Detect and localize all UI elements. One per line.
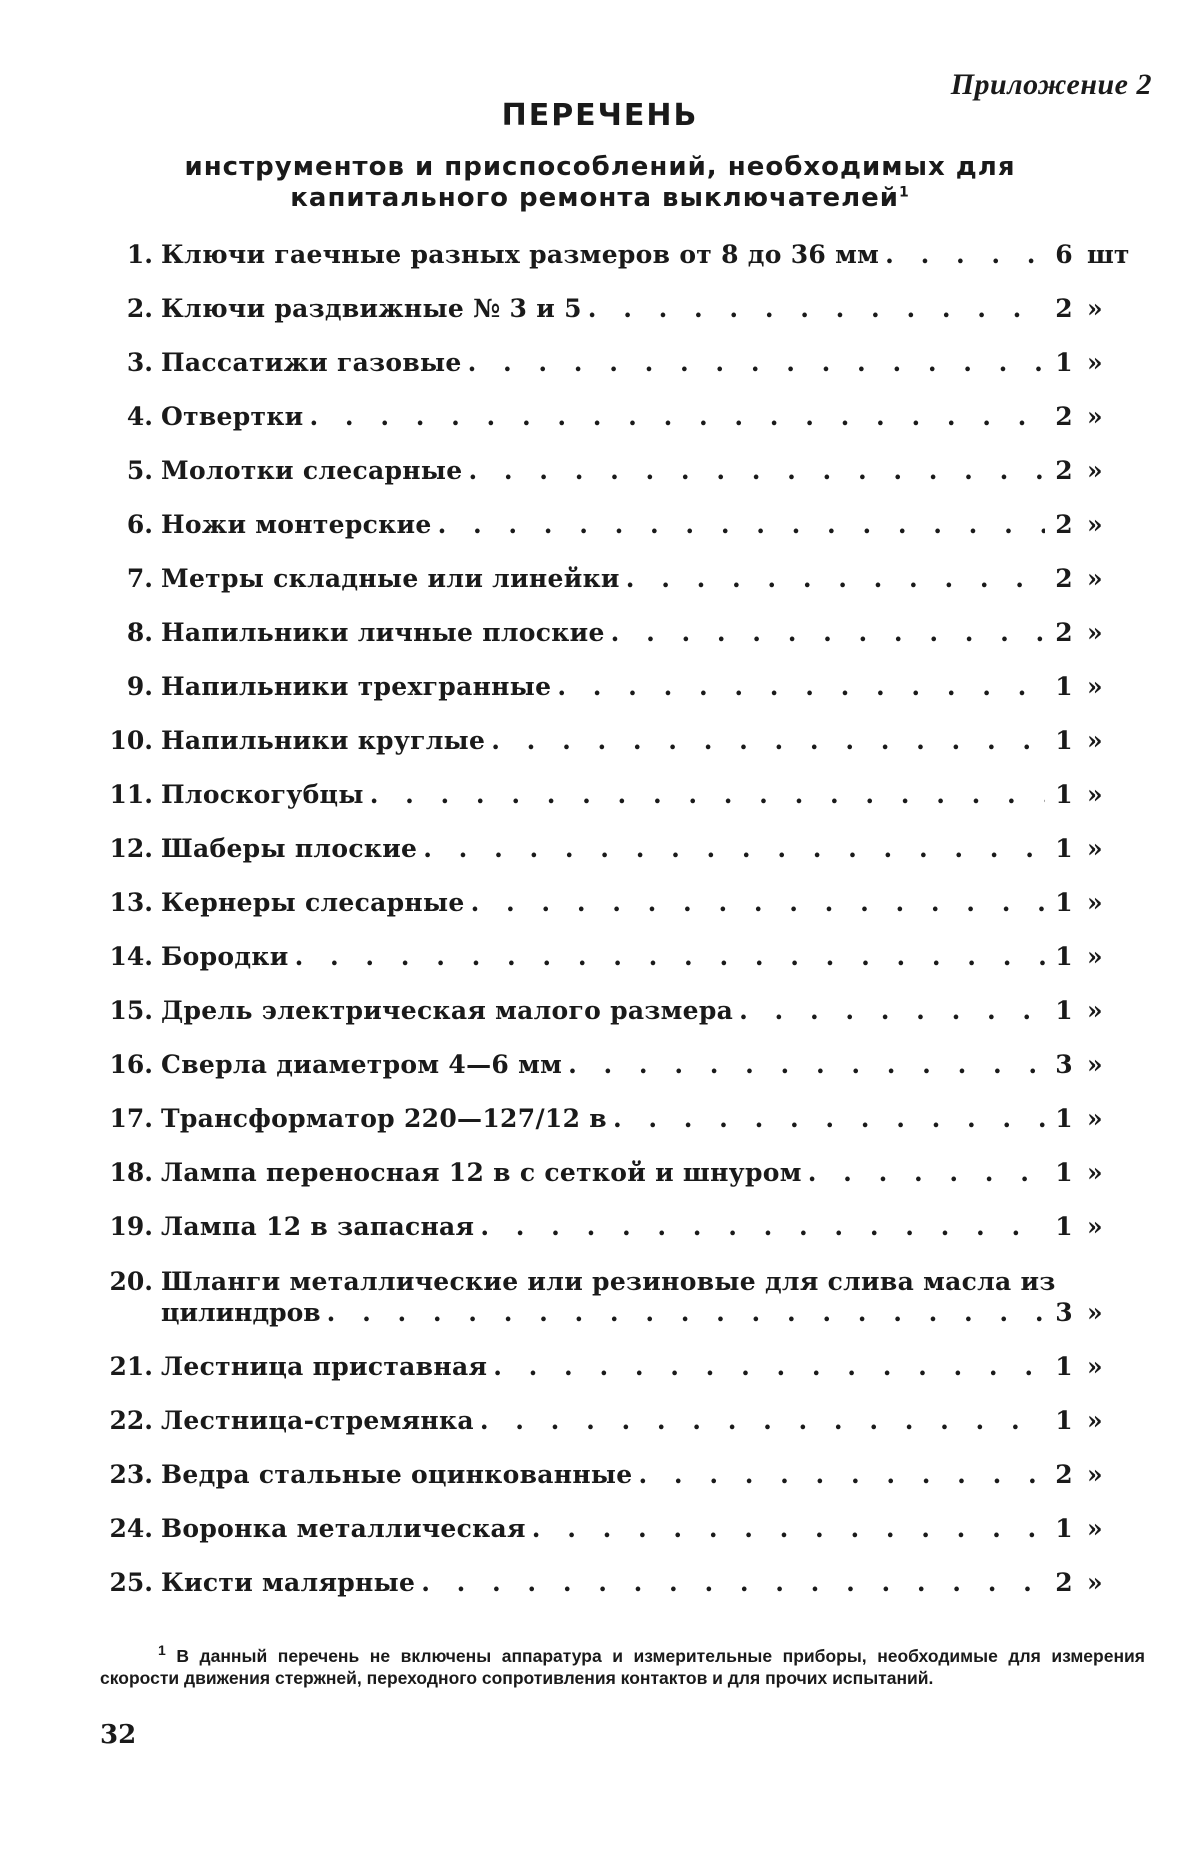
dot-leader [295,942,1045,971]
list-item [95,996,1145,1050]
dot-leader [885,240,1045,269]
item-text: Трансформатор 220—127/12 в [161,1104,607,1133]
item-quantity: 1 [1055,1514,1073,1543]
list-item [95,834,1145,888]
dot-leader [491,726,1045,755]
item-text: Воронка металлическая [161,1514,526,1543]
item-quantity: 1 [1055,1406,1073,1435]
item-text: Напильники круглые [161,726,486,755]
item-body [161,1266,1145,1327]
dot-leader [639,1460,1045,1489]
item-body [161,564,1145,593]
item-body [161,402,1145,431]
item-text: Отвертки [161,402,304,431]
item-text: Ключи гаечные разных размеров от 8 до 36 мм [161,240,880,269]
item-body [161,1050,1145,1079]
item-body [161,1212,1145,1241]
item-quantity: 2 [1055,294,1073,323]
item-body [161,726,1145,755]
item-number: 4. [126,402,153,431]
item-quantity: 1 [1055,1212,1073,1241]
item-number: 5. [126,456,153,485]
item-body [161,240,1145,269]
item-text: Шланги металлические или резиновые для слива масла из [161,1267,1056,1296]
item-quantity: 1 [1055,834,1073,863]
item-unit: » [1087,1158,1103,1187]
item-number: 16. [109,1050,153,1079]
item-body [161,348,1145,377]
item-unit: » [1087,1514,1103,1543]
item-quantity: 2 [1055,510,1073,539]
item-text: Сверла диаметром 4—6 мм [161,1050,563,1079]
item-number: 20. [109,1267,153,1296]
item-body [161,456,1145,485]
dot-leader [532,1514,1045,1543]
list-item [95,942,1145,996]
list-item [95,1568,1145,1622]
item-number: 23. [109,1460,153,1489]
item-unit: » [1087,834,1103,863]
list-item [95,1050,1145,1104]
page-subtitle [150,152,1050,214]
item-text: Ножи монтерские [161,510,432,539]
list-item [95,726,1145,780]
dot-leader [739,996,1045,1025]
item-unit: » [1087,780,1103,809]
item-unit: » [1087,402,1103,431]
item-text: Пассатижи газовые [161,348,462,377]
item-unit: » [1087,1352,1103,1381]
dot-leader [808,1158,1045,1187]
item-unit: » [1087,726,1103,755]
item-unit: » [1087,564,1103,593]
item-unit: » [1087,294,1103,323]
footnote-mark: 1 [158,1642,166,1659]
item-text: Метры складные или линейки [161,564,620,593]
dot-leader [480,1212,1045,1241]
dot-leader [468,348,1045,377]
dot-leader [468,456,1045,485]
item-number: 13. [109,888,153,917]
item-text: Лампа 12 в запасная [161,1212,475,1241]
item-unit: » [1087,1460,1103,1489]
item-unit: » [1087,888,1103,917]
item-body [161,1158,1145,1187]
item-number: 7. [126,564,153,593]
item-number: 18. [109,1158,153,1187]
item-number: 10. [109,726,153,755]
item-text: Лампа переносная 12 в с сеткой и шнуром [161,1158,802,1187]
item-number: 2. [126,294,153,323]
list-item [95,1406,1145,1460]
list-item [95,348,1145,402]
dot-leader [327,1298,1045,1327]
dot-leader [480,1406,1045,1435]
item-text: Кисти малярные [161,1568,416,1597]
item-unit: » [1087,348,1103,377]
list-item [95,294,1145,348]
dot-leader [557,672,1045,701]
item-unit: » [1087,456,1103,485]
list-item [95,564,1145,618]
item-unit: » [1087,510,1103,539]
item-quantity: 3 [1055,1298,1073,1327]
item-quantity: 1 [1055,888,1073,917]
item-number: 1. [126,240,153,269]
item-unit: » [1087,618,1103,647]
list-item [95,1266,1145,1352]
item-quantity: 3 [1055,1050,1073,1079]
item-body [161,1460,1145,1489]
item-quantity: 6 [1055,240,1073,269]
item-number: 24. [109,1514,153,1543]
item-body [161,996,1145,1025]
item-number: 25. [109,1568,153,1597]
item-text-line2: цилиндров [161,1298,321,1327]
item-quantity: 1 [1055,996,1073,1025]
item-number: 6. [126,510,153,539]
dot-leader [370,780,1045,809]
item-text: Кернеры слесарные [161,888,465,917]
item-text: Плоскогубцы [161,780,364,809]
item-text: Ведра стальные оцинкованные [161,1460,633,1489]
dot-leader [613,1104,1045,1133]
item-unit: шт [1087,240,1130,269]
dot-leader [568,1050,1045,1079]
dot-leader [471,888,1045,917]
item-quantity: 2 [1055,618,1073,647]
item-quantity: 1 [1055,348,1073,377]
list-item [95,780,1145,834]
list-item [95,402,1145,456]
item-text: Молотки слесарные [161,456,463,485]
list-item [95,1212,1145,1266]
item-body [161,780,1145,809]
item-text: Напильники личные плоские [161,618,605,647]
item-quantity: 2 [1055,456,1073,485]
appendix-label: Приложение 2 [950,68,1152,101]
subtitle-text: инструментов и приспособлений, необходимых для капитального ремонта выключателей [184,152,1016,213]
item-number: 12. [109,834,153,863]
item-number: 22. [109,1406,153,1435]
item-body [161,888,1145,917]
dot-leader [493,1352,1045,1381]
item-quantity: 1 [1055,1158,1073,1187]
list-item [95,888,1145,942]
dot-leader [611,618,1045,647]
item-number: 21. [109,1352,153,1381]
item-number: 15. [109,996,153,1025]
dot-leader [626,564,1045,593]
item-unit: » [1087,996,1103,1025]
item-text: Бородки [161,942,289,971]
item-number: 17. [109,1104,153,1133]
tool-list [95,240,1145,1622]
list-item [95,1158,1145,1212]
footnote [100,1642,1145,1689]
dot-leader [310,402,1045,431]
list-item [95,510,1145,564]
item-unit: » [1087,1568,1103,1597]
item-text-continuation [161,1298,1145,1327]
item-text: Ключи раздвижные № 3 и 5 [161,294,582,323]
item-unit: » [1087,1212,1103,1241]
list-item [95,672,1145,726]
item-body [161,672,1145,701]
item-body [161,510,1145,539]
item-unit: » [1087,1298,1103,1327]
item-text: Дрель электрическая малого размера [161,996,734,1025]
item-quantity: 1 [1055,1104,1073,1133]
item-body [161,294,1145,323]
item-quantity: 2 [1055,402,1073,431]
list-item [95,1352,1145,1406]
item-body [161,618,1145,647]
item-number: 19. [109,1212,153,1241]
item-body [161,1514,1145,1543]
item-quantity: 1 [1055,726,1073,755]
item-body [161,1568,1145,1597]
item-body [161,1406,1145,1435]
item-unit: » [1087,1104,1103,1133]
item-quantity: 1 [1055,1352,1073,1381]
item-number: 9. [126,672,153,701]
item-quantity: 1 [1055,672,1073,701]
list-item [95,1514,1145,1568]
item-text: Напильники трехгранные [161,672,552,701]
list-item [95,1460,1145,1514]
item-body [161,1104,1145,1133]
item-body [161,834,1145,863]
item-unit: » [1087,672,1103,701]
item-quantity: 2 [1055,1568,1073,1597]
item-number: 14. [109,942,153,971]
list-item [95,618,1145,672]
dot-leader [421,1568,1045,1597]
dot-leader [588,294,1045,323]
item-quantity: 2 [1055,1460,1073,1489]
item-text: Лестница приставная [161,1352,488,1381]
item-body [161,942,1145,971]
list-item [95,240,1145,294]
subtitle-footnote-mark: 1 [898,184,910,201]
item-text: Лестница-стремянка [161,1406,474,1435]
item-quantity: 1 [1055,942,1073,971]
item-quantity: 2 [1055,564,1073,593]
page-number: 32 [100,1720,137,1750]
item-number: 8. [126,618,153,647]
item-unit: » [1087,1406,1103,1435]
page-title: ПЕРЕЧЕНЬ [501,98,699,133]
item-number: 11. [109,780,153,809]
list-item [95,1104,1145,1158]
item-number: 3. [126,348,153,377]
item-unit: » [1087,942,1103,971]
dot-leader [438,510,1045,539]
list-item [95,456,1145,510]
item-unit: » [1087,1050,1103,1079]
dot-leader [423,834,1045,863]
item-text: Шаберы плоские [161,834,418,863]
item-quantity: 1 [1055,780,1073,809]
footnote-text: В данный перечень не включены аппаратура и измерительные приборы, необходимые для измерения скорости движения стержней, переходного сопротивления контактов и для прочих испытаний. [100,1646,1145,1688]
item-body [161,1352,1145,1381]
